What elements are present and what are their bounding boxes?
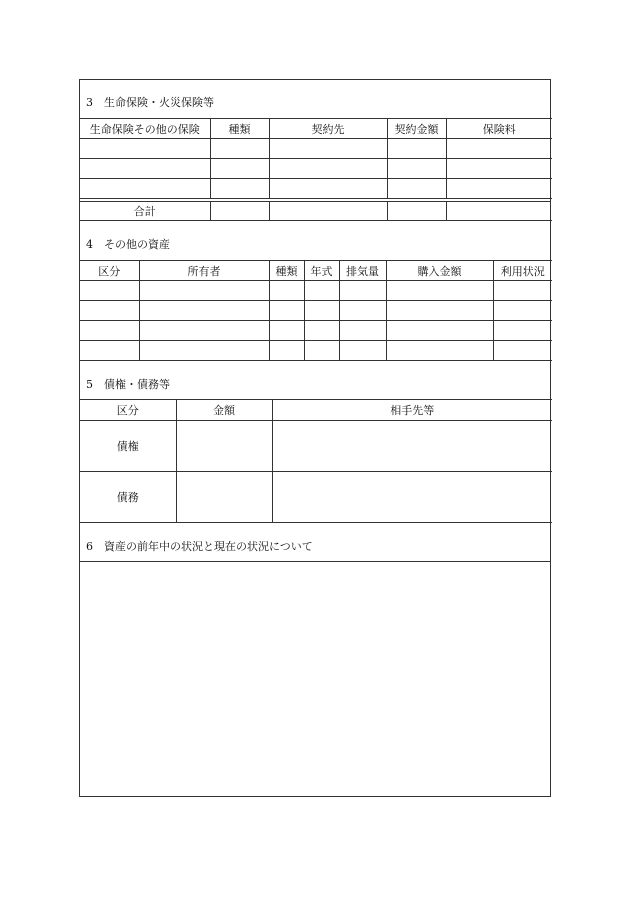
cell[interactable] <box>80 281 139 301</box>
cell[interactable] <box>386 341 493 361</box>
cell[interactable] <box>304 301 339 321</box>
cell[interactable] <box>493 281 552 301</box>
cell[interactable] <box>269 139 387 159</box>
section6-title: 6 資産の前年中の状況と現在の状況について <box>86 540 313 553</box>
cell[interactable] <box>210 139 269 159</box>
cell[interactable] <box>269 341 304 361</box>
cell[interactable] <box>339 281 386 301</box>
header-kind: 種類 <box>210 119 269 139</box>
table-row <box>80 321 552 341</box>
table-row <box>80 179 552 199</box>
debts-amount[interactable] <box>176 472 272 523</box>
header-purchase-amount: 購入金額 <box>386 261 493 281</box>
header-contractor: 契約先 <box>269 119 387 139</box>
header-insurance-type: 生命保険その他の保険 <box>80 119 210 139</box>
header-counterparty: 相手先等 <box>272 400 552 421</box>
section5-title: 5 債権・債務等 <box>86 378 170 391</box>
claims-header-row <box>80 400 552 421</box>
cell[interactable] <box>446 179 552 199</box>
cell[interactable] <box>446 139 552 159</box>
cell[interactable] <box>304 281 339 301</box>
header-model-year: 年式 <box>304 261 339 281</box>
header-category: 区分 <box>80 400 176 421</box>
cell[interactable] <box>80 179 210 199</box>
debts-label: 債務 <box>80 472 176 523</box>
claims-amount[interactable] <box>176 421 272 472</box>
cell[interactable] <box>339 341 386 361</box>
cell[interactable] <box>304 341 339 361</box>
section6-body[interactable] <box>80 562 550 796</box>
cell[interactable] <box>80 301 139 321</box>
cell[interactable] <box>339 321 386 341</box>
header-amount: 金額 <box>176 400 272 421</box>
assets-header-row <box>80 261 552 281</box>
asset-form <box>79 79 551 797</box>
section4-title: 4 その他の資産 <box>86 238 170 251</box>
cell[interactable] <box>269 179 387 199</box>
cell[interactable] <box>269 201 387 221</box>
claims-row <box>80 421 552 472</box>
cell[interactable] <box>493 321 552 341</box>
cell[interactable] <box>386 281 493 301</box>
cell[interactable] <box>80 159 210 179</box>
insurance-table <box>80 118 552 199</box>
table-row <box>80 159 552 179</box>
insurance-total-table <box>80 201 552 221</box>
claims-counterparty[interactable] <box>272 421 552 472</box>
cell[interactable] <box>387 201 446 221</box>
cell[interactable] <box>446 201 552 221</box>
insurance-header-row <box>80 119 552 139</box>
table-row <box>80 301 552 321</box>
cell[interactable] <box>269 321 304 341</box>
cell[interactable] <box>139 301 269 321</box>
cell[interactable] <box>386 321 493 341</box>
cell[interactable] <box>446 159 552 179</box>
table-row <box>80 281 552 301</box>
header-owner: 所有者 <box>139 261 269 281</box>
other-assets-table <box>80 260 552 361</box>
cell[interactable] <box>210 201 269 221</box>
claims-debts-table <box>80 399 552 523</box>
debts-row <box>80 472 552 523</box>
cell[interactable] <box>304 321 339 341</box>
table-row <box>80 341 552 361</box>
section3-title: 3 生命保険・火災保険等 <box>86 96 214 109</box>
cell[interactable] <box>339 301 386 321</box>
cell[interactable] <box>139 281 269 301</box>
total-row <box>80 201 552 221</box>
cell[interactable] <box>80 321 139 341</box>
cell[interactable] <box>387 179 446 199</box>
cell[interactable] <box>493 301 552 321</box>
cell[interactable] <box>387 139 446 159</box>
debts-counterparty[interactable] <box>272 472 552 523</box>
cell[interactable] <box>80 139 210 159</box>
cell[interactable] <box>387 159 446 179</box>
total-label: 合計 <box>80 201 210 221</box>
cell[interactable] <box>269 301 304 321</box>
header-displacement: 排気量 <box>339 261 386 281</box>
cell[interactable] <box>210 179 269 199</box>
header-kind: 種類 <box>269 261 304 281</box>
cell[interactable] <box>493 341 552 361</box>
header-contract-amount: 契約金額 <box>387 119 446 139</box>
header-usage-status: 利用状況 <box>493 261 552 281</box>
cell[interactable] <box>80 341 139 361</box>
header-premium: 保険料 <box>446 119 552 139</box>
cell[interactable] <box>210 159 269 179</box>
cell[interactable] <box>139 341 269 361</box>
cell[interactable] <box>269 281 304 301</box>
header-category: 区分 <box>80 261 139 281</box>
table-row <box>80 139 552 159</box>
cell[interactable] <box>386 301 493 321</box>
cell[interactable] <box>139 321 269 341</box>
cell[interactable] <box>269 159 387 179</box>
claims-label: 債権 <box>80 421 176 472</box>
